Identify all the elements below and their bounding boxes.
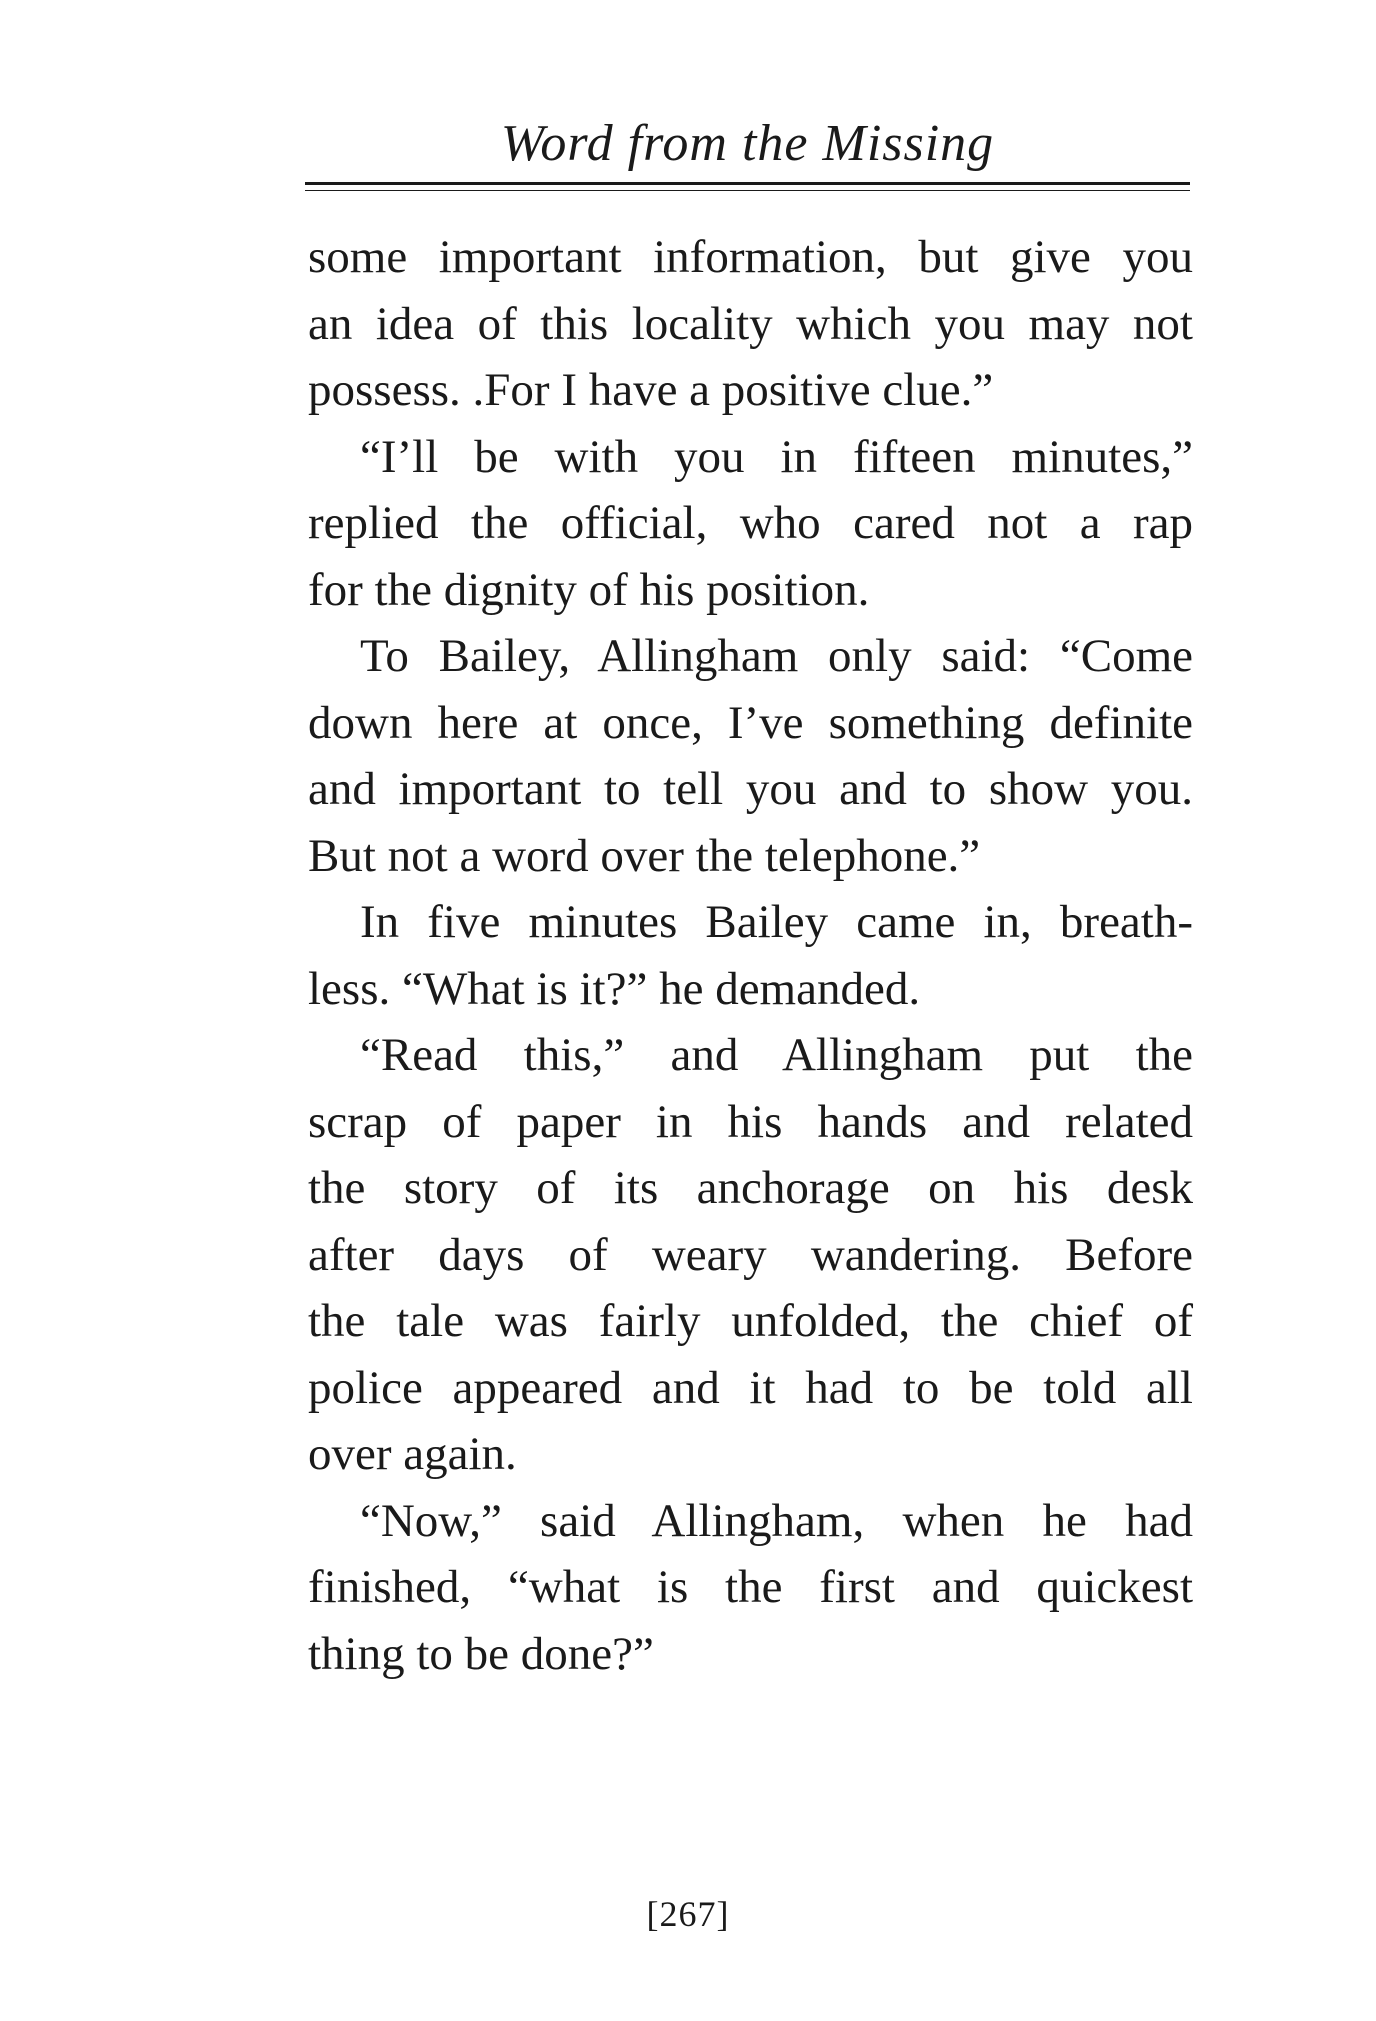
text-line: the tale was fairly unfolded, the chief of	[308, 1295, 1193, 1347]
text-line: after days of weary wandering. Before	[308, 1228, 1193, 1281]
text-line: police appeared and it had to be told all	[308, 1361, 1193, 1414]
text-line: In five minutes Bailey came in, breath-	[360, 896, 1193, 948]
text-line: To Bailey, Allingham only said: “Come	[360, 630, 1193, 682]
text-line: possess. .For I have a positive clue.”	[308, 364, 994, 416]
page-number: [267]	[646, 1894, 730, 1934]
text-line: for the dignity of his position.	[308, 563, 870, 616]
text-line: “Now,” said Allingham, when he had	[360, 1494, 1193, 1547]
text-line: an idea of this locality which you may not	[308, 297, 1193, 350]
text-line: scrap of paper in his hands and related	[308, 1095, 1193, 1148]
header-rule-thin	[305, 190, 1190, 191]
text-line: “I’ll be with you in fifteen minutes,”	[360, 430, 1193, 483]
text-line: replied the official, who cared not a rap	[308, 497, 1193, 549]
text-line: finished, “what is the first and quickest	[308, 1561, 1193, 1613]
body-text	[308, 224, 1193, 1687]
header-rule-thick	[305, 182, 1190, 185]
text-line: some important information, but give you	[308, 231, 1193, 283]
text-line: thing to be done?”	[308, 1627, 654, 1680]
text-line: But not a word over the telephone.”	[308, 829, 981, 882]
text-line: and important to tell you and to show you.	[308, 763, 1193, 815]
text-line: down here at once, I’ve something definite	[308, 696, 1193, 749]
running-head: Word from the Missing	[500, 115, 995, 172]
text-line: over again.	[308, 1428, 517, 1480]
text-line: less. “What is it?” he demanded.	[308, 962, 921, 1015]
text-line: “Read this,” and Allingham put the	[360, 1029, 1193, 1081]
text-line: the story of its anchorage on his desk	[308, 1162, 1193, 1214]
